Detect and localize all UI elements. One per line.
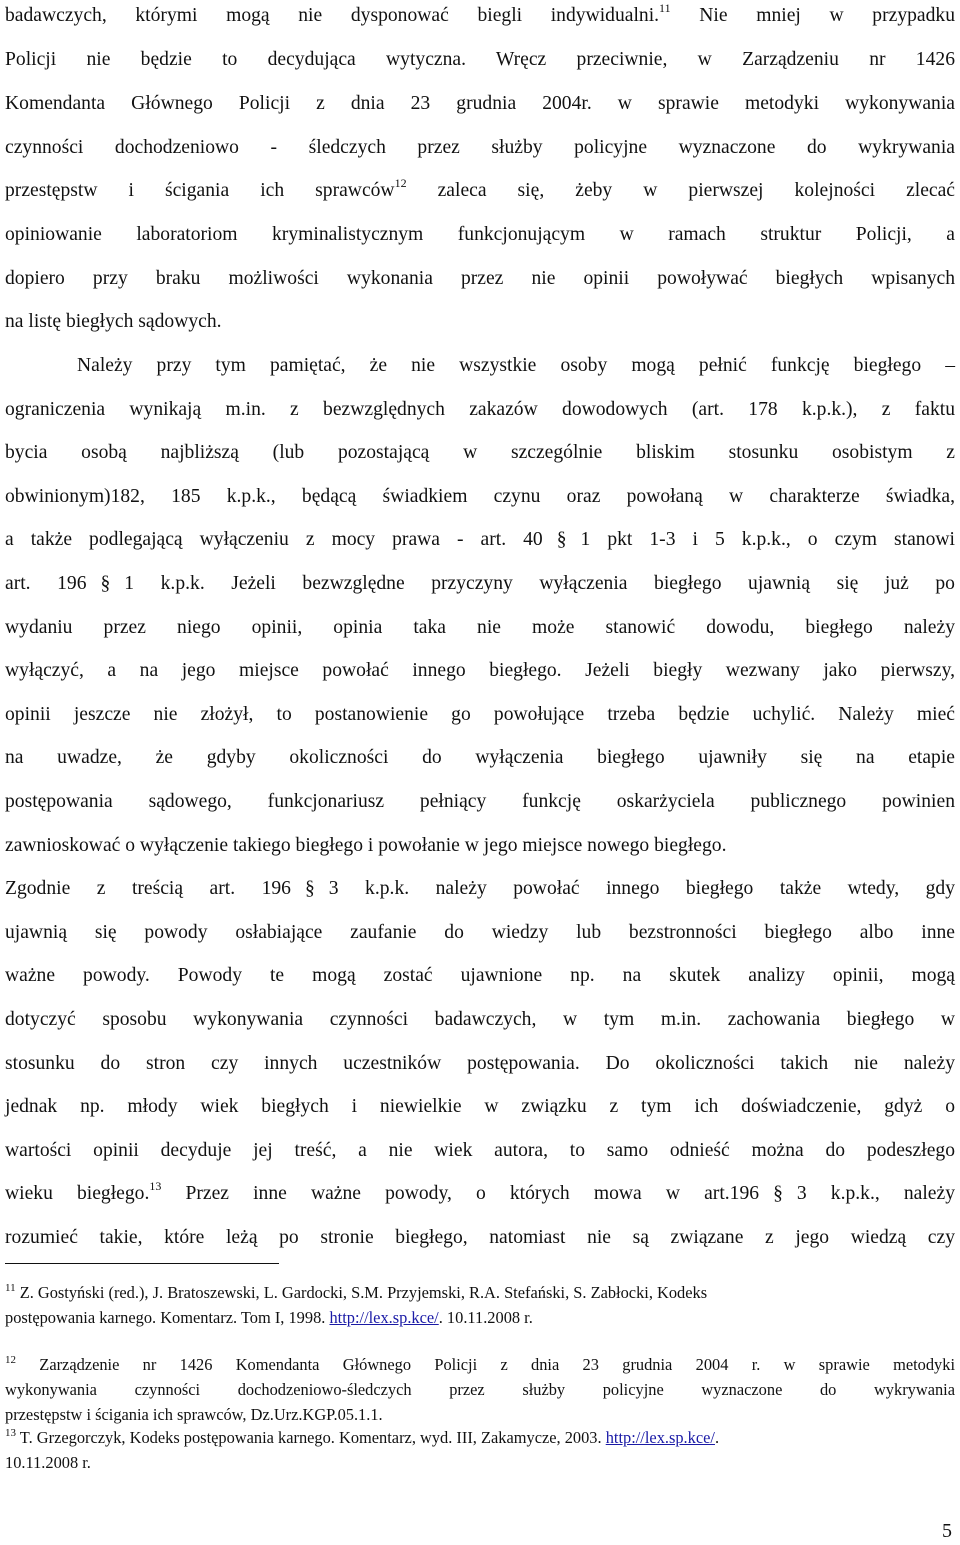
- body-text: 1 pkt 1-3 i 5 k.p.k., o czym stanowi: [580, 529, 955, 550]
- body-line-10: ograniczenia wynikają m.in. z bezwzględnych zakazów dowodowych (art. 178 k.p.k.), z faktu: [5, 399, 955, 420]
- footnote-text: Zarządzenie nr 1426 Komendanta Głównego Policji z dnia 23 grudnia 2004 r. w sprawie metodyki: [16, 1355, 955, 1374]
- body-line-22: ujawnią się powody osłabiające zaufanie do wiedzy lub bezstronności biegłego albo inne: [5, 922, 955, 943]
- footnote-11-line-2: [5, 1310, 955, 1326]
- footnote-number: 11: [5, 1282, 16, 1294]
- body-line-19: postępowania sądowego, funkcjonariusz pełniący funkcję oskarżyciela publicznego powinien: [5, 791, 955, 812]
- footnote-12-line-2: wykonywania czynności dochodzeniowo-śledczych przez służby policyjne wyznaczone do wykrywania: [5, 1380, 955, 1399]
- body-line-12: obwinionym)182, 185 k.p.k., będącą świadkiem czynu oraz powołaną w charakterze świadka,: [5, 486, 955, 507]
- body-line-14: [5, 574, 955, 594]
- footnote-number: 13: [5, 1427, 16, 1439]
- body-line-27: wartości opinii decyduje jej treść, a nie wiek autora, to samo odnieść można do podeszłego: [5, 1140, 955, 1161]
- body-text: Przez inne ważne powody, o których mowa w art.196: [161, 1183, 760, 1204]
- body-line-15: wydaniu przez niego opinii, opinia taka nie może stanowić dowodu, biegłego należy: [5, 617, 955, 638]
- footnote-12-line-3: przestępstw i ścigania ich sprawców, Dz.Urz.KGP.05.1.1.: [5, 1405, 383, 1424]
- body-line-25: stosunku do stron czy innych uczestników postępowania. Do okoliczności takich nie należy: [5, 1053, 955, 1074]
- body-line-16: wyłączyć, a na jego miejsce powołać innego biegłego. Jeżeli biegły wezwany jako pierwszy,: [5, 660, 955, 681]
- footnote-ref-12[interactable]: 12: [394, 176, 407, 190]
- footnote-text: T. Grzegorczyk, Kodeks postępowania karnego. Komentarz, wyd. III, Zakamycze, 2003.: [16, 1428, 606, 1447]
- footnote-number: 12: [5, 1354, 16, 1366]
- footnote-12-line-1: [5, 1354, 955, 1374]
- body-line-2: Policji nie będzie to decydująca wytyczna. Wręcz przeciwnie, w Zarządzeniu nr 1426: [5, 49, 955, 70]
- body-line-3: Komendanta Głównego Policji z dnia 23 grudnia 2004r. w sprawie metodyki wykonywania: [5, 93, 955, 114]
- body-text: zaleca się, żeby w pierwszej kolejności zlecać: [406, 180, 955, 201]
- section-sign: §: [100, 573, 111, 594]
- body-text: a także podlegającą wyłączeniu z mocy prawa - art. 40: [5, 529, 543, 550]
- body-line-26: jednak np. młody wiek biegłych i niewielkie w związku z tym ich doświadczenie, gdyż o: [5, 1096, 955, 1117]
- body-line-29: rozumieć takie, które leżą po stronie biegłego, natomiast nie są związane z jego wiedzą czy: [5, 1227, 955, 1248]
- footnote-text: .: [714, 1428, 720, 1447]
- body-line-20: zawnioskować o wyłączenie takiego biegłego i powołanie w jego miejsce nowego biegłego.: [5, 835, 727, 856]
- section-sign: §: [304, 878, 315, 899]
- body-line-6: opiniowanie laboratoriom kryminalistycznym funkcjonującym w ramach struktur Policji, a: [5, 224, 955, 245]
- footnote-text: Z. Gostyński (red.), J. Bratoszewski, L. Gardocki, S.M. Przyjemski, R.A. Stefański, S. Zabłocki, Kodeks: [15, 1283, 708, 1302]
- body-text: 3 k.p.k., należy: [796, 1183, 955, 1204]
- footnote-13-line-2: 10.11.2008 r.: [5, 1453, 91, 1472]
- body-text: 3 k.p.k. należy powołać innego biegłego także wtedy, gdy: [328, 878, 955, 899]
- footnote-11-link[interactable]: http://lex.sp.kce/: [329, 1308, 439, 1327]
- body-line-24: dotyczyć sposobu wykonywania czynności badawczych, w tym m.in. zachowania biegłego w: [5, 1009, 955, 1030]
- body-text: przestępstw i ścigania ich sprawców: [5, 180, 395, 201]
- body-text: art. 196: [5, 573, 87, 594]
- section-sign: §: [773, 1183, 783, 1204]
- body-line-5: [5, 176, 955, 201]
- body-text: Zgodnie z treścią art. 196: [5, 878, 291, 899]
- section-sign: §: [556, 529, 567, 550]
- body-text: wieku biegłego.: [5, 1183, 150, 1204]
- body-line-11: bycia osobą najbliższą (lub pozostającą w szczególnie bliskim stosunku osobistym z: [5, 442, 955, 463]
- footnote-text: . 10.11.2008 r.: [438, 1308, 533, 1327]
- footnote-separator: [5, 1263, 279, 1264]
- body-line-9: Należy przy tym pamiętać, że nie wszystkie osoby mogą pełnić funkcję biegłego –: [77, 355, 955, 376]
- footnote-ref-11[interactable]: 11: [659, 1, 671, 15]
- body-line-23: ważne powody. Powody te mogą zostać ujawnione np. na skutek analizy opinii, mogą: [5, 965, 955, 986]
- body-line-8: na listę biegłych sądowych.: [5, 311, 222, 332]
- body-line-21: [5, 879, 955, 899]
- body-line-1: [5, 1, 955, 26]
- body-text: 1 k.p.k. Jeżeli bezwzględne przyczyny wyłączenia biegłego ujawnią się już po: [124, 573, 955, 594]
- footnote-13-link[interactable]: http://lex.sp.kce/: [605, 1428, 715, 1447]
- page-number: 5: [942, 1520, 952, 1542]
- footnote-ref-13[interactable]: 13: [149, 1179, 162, 1193]
- body-text: Nie mniej w przypadku: [670, 5, 955, 26]
- body-line-18: na uwadze, że gdyby okoliczności do wyłączenia biegłego ujawniły się na etapie: [5, 747, 955, 768]
- body-line-7: dopiero przy braku możliwości wykonania przez nie opinii powoływać biegłych wpisanych: [5, 268, 955, 289]
- body-line-13: [5, 530, 955, 550]
- body-line-4: czynności dochodzeniowo - śledczych przez służby policyjne wyznaczone do wykrywania: [5, 137, 955, 158]
- footnote-11-line-1: [5, 1282, 955, 1302]
- body-line-17: opinii jeszcze nie złożył, to postanowienie go powołujące trzeba będzie uchylić. Należy mieć: [5, 704, 955, 725]
- footnote-13-line-1: [5, 1427, 955, 1447]
- body-text: badawczych, którymi mogą nie dysponować biegli indywidualni.: [5, 5, 660, 26]
- body-line-28: [5, 1179, 955, 1204]
- footnote-text: postępowania karnego. Komentarz. Tom I, 1998.: [5, 1308, 330, 1327]
